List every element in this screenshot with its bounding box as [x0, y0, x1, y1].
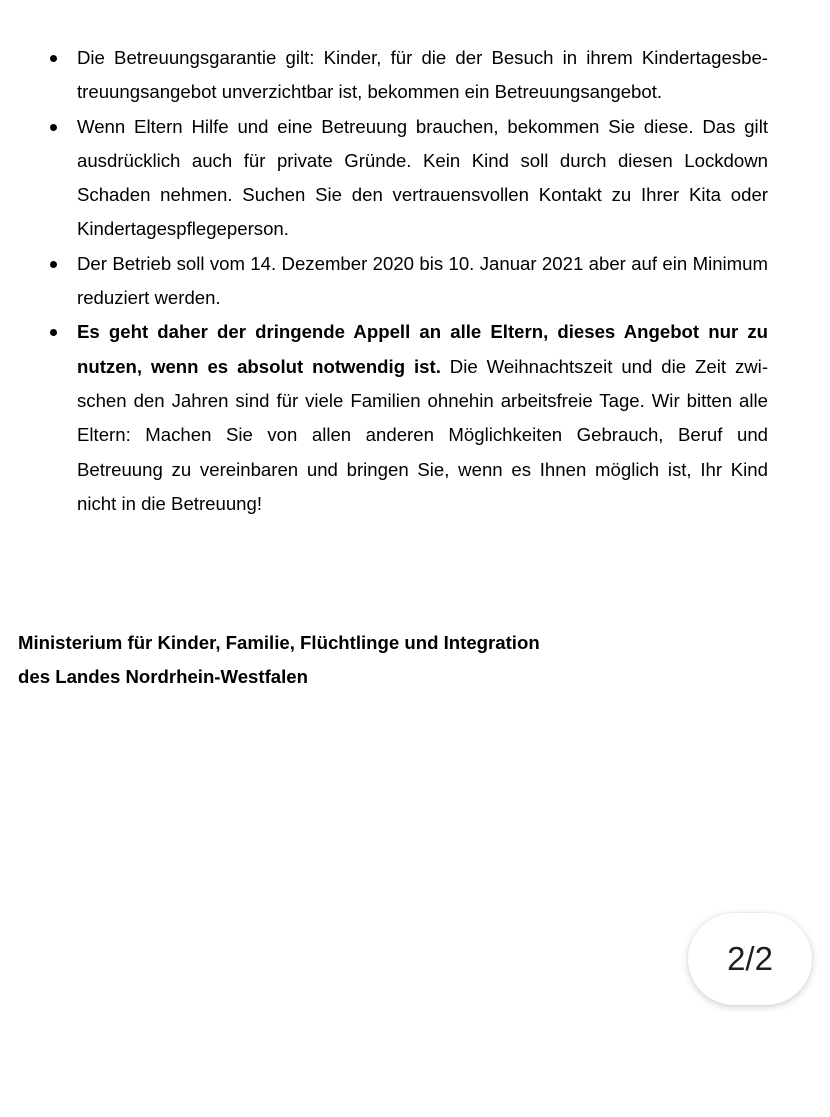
list-item-body-text: Wenn Eltern Hilfe und eine Betreuung brauchen, bekommen Sie diese. Das gilt ausdrücklich auch für private Gründe. Kein Kind soll durch diesen Lockdown Schaden nehmen. Suchen Sie den vertrauensvollen Kontakt zu Ihrer Kita oder Kindertagespflegeperson. [77, 115, 768, 240]
signature-line-2: des Landes Nordrhein-Westfalen [18, 666, 308, 687]
page-indicator: 2/2 [688, 913, 812, 1005]
bullet-icon [50, 124, 57, 131]
list-item [0, 41, 830, 110]
list-item-text [77, 315, 768, 521]
list-item-bold-text: Es geht daher der dringende Appell an alle Eltern, dieses Angebot nur zu nutzen, wenn es absolut notwendig ist. [77, 321, 768, 377]
list-item-text [77, 247, 768, 316]
signature-block [18, 626, 718, 694]
list-item [0, 247, 830, 316]
signature-line-1: Ministerium für Kinder, Familie, Flüchtlinge und Integration [18, 632, 540, 653]
list-item-body-text: Die Weihnachtszeit und die Zeit zwischen den Jahren sind für viele Familien ohnehin arbeitsfreie Tage. Wir bitten alle Eltern: Machen Sie von allen anderen Möglichkeiten Gebrauch, Beruf und Betreuung zu vereinbaren und bringen Sie, wenn es Ihnen möglich ist, Ihr Kind nicht in die Betreuung! [77, 355, 769, 514]
list-item [0, 315, 830, 521]
list-item-text [77, 41, 768, 110]
bullet-icon [50, 329, 57, 336]
bullet-icon [50, 261, 57, 268]
bullet-icon [50, 55, 57, 62]
list-item [0, 110, 830, 247]
list-item-body-text: Die Betreuungsgarantie gilt: Kinder, für die der Besuch in ihrem Kindertagesbetreuungsangebot unverzichtbar ist, bekommen ein Betreuungsangebot. [77, 47, 768, 103]
bullet-list [0, 41, 830, 521]
list-item-body-text: Der Betrieb soll vom 14. Dezember 2020 bis 10. Januar 2021 aber auf ein Minimum reduziert werden. [77, 252, 768, 309]
list-item-text [77, 110, 768, 247]
